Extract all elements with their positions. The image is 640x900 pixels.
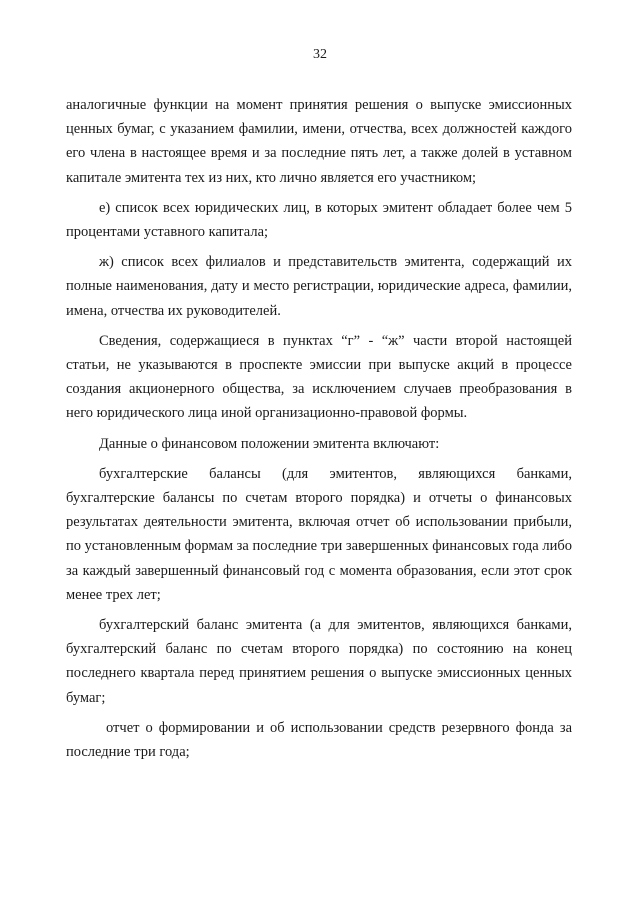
paragraph-continuation: аналогичные функции на момент принятия решения о выпуске эмиссионных ценных бумаг, с указанием фамилии, имени, отчества, всех должностей каждого его члена в настоящее время и за последние пять лет, а также долей в уставном капитале эмитента тех из них, кто лично является его участником;: [66, 97, 572, 186]
paragraph-item-e: е) список всех юридических лиц, в которых эмитент обладает более чем 5 процентами уставного капитала;: [66, 199, 572, 241]
paragraph-balance-sheets: бухгалтерские балансы (для эмитентов, являющихся банками, бухгалтерские балансы по счетам второго порядка) и отчеты о финансовых результатах деятельности эмитента, включая отчет об использовании прибыли, по установленным формам за последние три завершенных финансовых года либо за каждый завершенный финансовый год с момента образования, если этот срок менее трех лет;: [66, 465, 572, 603]
paragraph-reserve-fund: отчет о формировании и об использовании средств резервного фонда за последние три года;: [66, 719, 572, 761]
document-body: [66, 93, 572, 764]
paragraph-financial-heading: Данные о финансовом положении эмитента включают:: [99, 435, 440, 452]
paragraph-item-zh: ж) список всех филиалов и представительств эмитента, содержащий их полные наименования, дату и место регистрации, юридические адреса, фамилии, имена, отчества их руководителей.: [66, 254, 572, 319]
paragraph-quarterly-balance: бухгалтерский баланс эмитента (а для эмитентов, являющихся банками, бухгалтерский баланс по счетам второго порядка) по состоянию на конец последнего квартала перед принятием решения о выпуске эмиссионных ценных бумаг;: [66, 617, 572, 706]
paragraph-exception: Сведения, содержащиеся в пунктах “г” - “ж” части второй настоящей статьи, не указываются в проспекте эмиссии при выпуске акций в процессе создания акционерного общества, за исключением случаев преобразования в него юридического лица иной организационно-правовой формы.: [66, 332, 572, 422]
page-number: 32: [313, 47, 327, 62]
